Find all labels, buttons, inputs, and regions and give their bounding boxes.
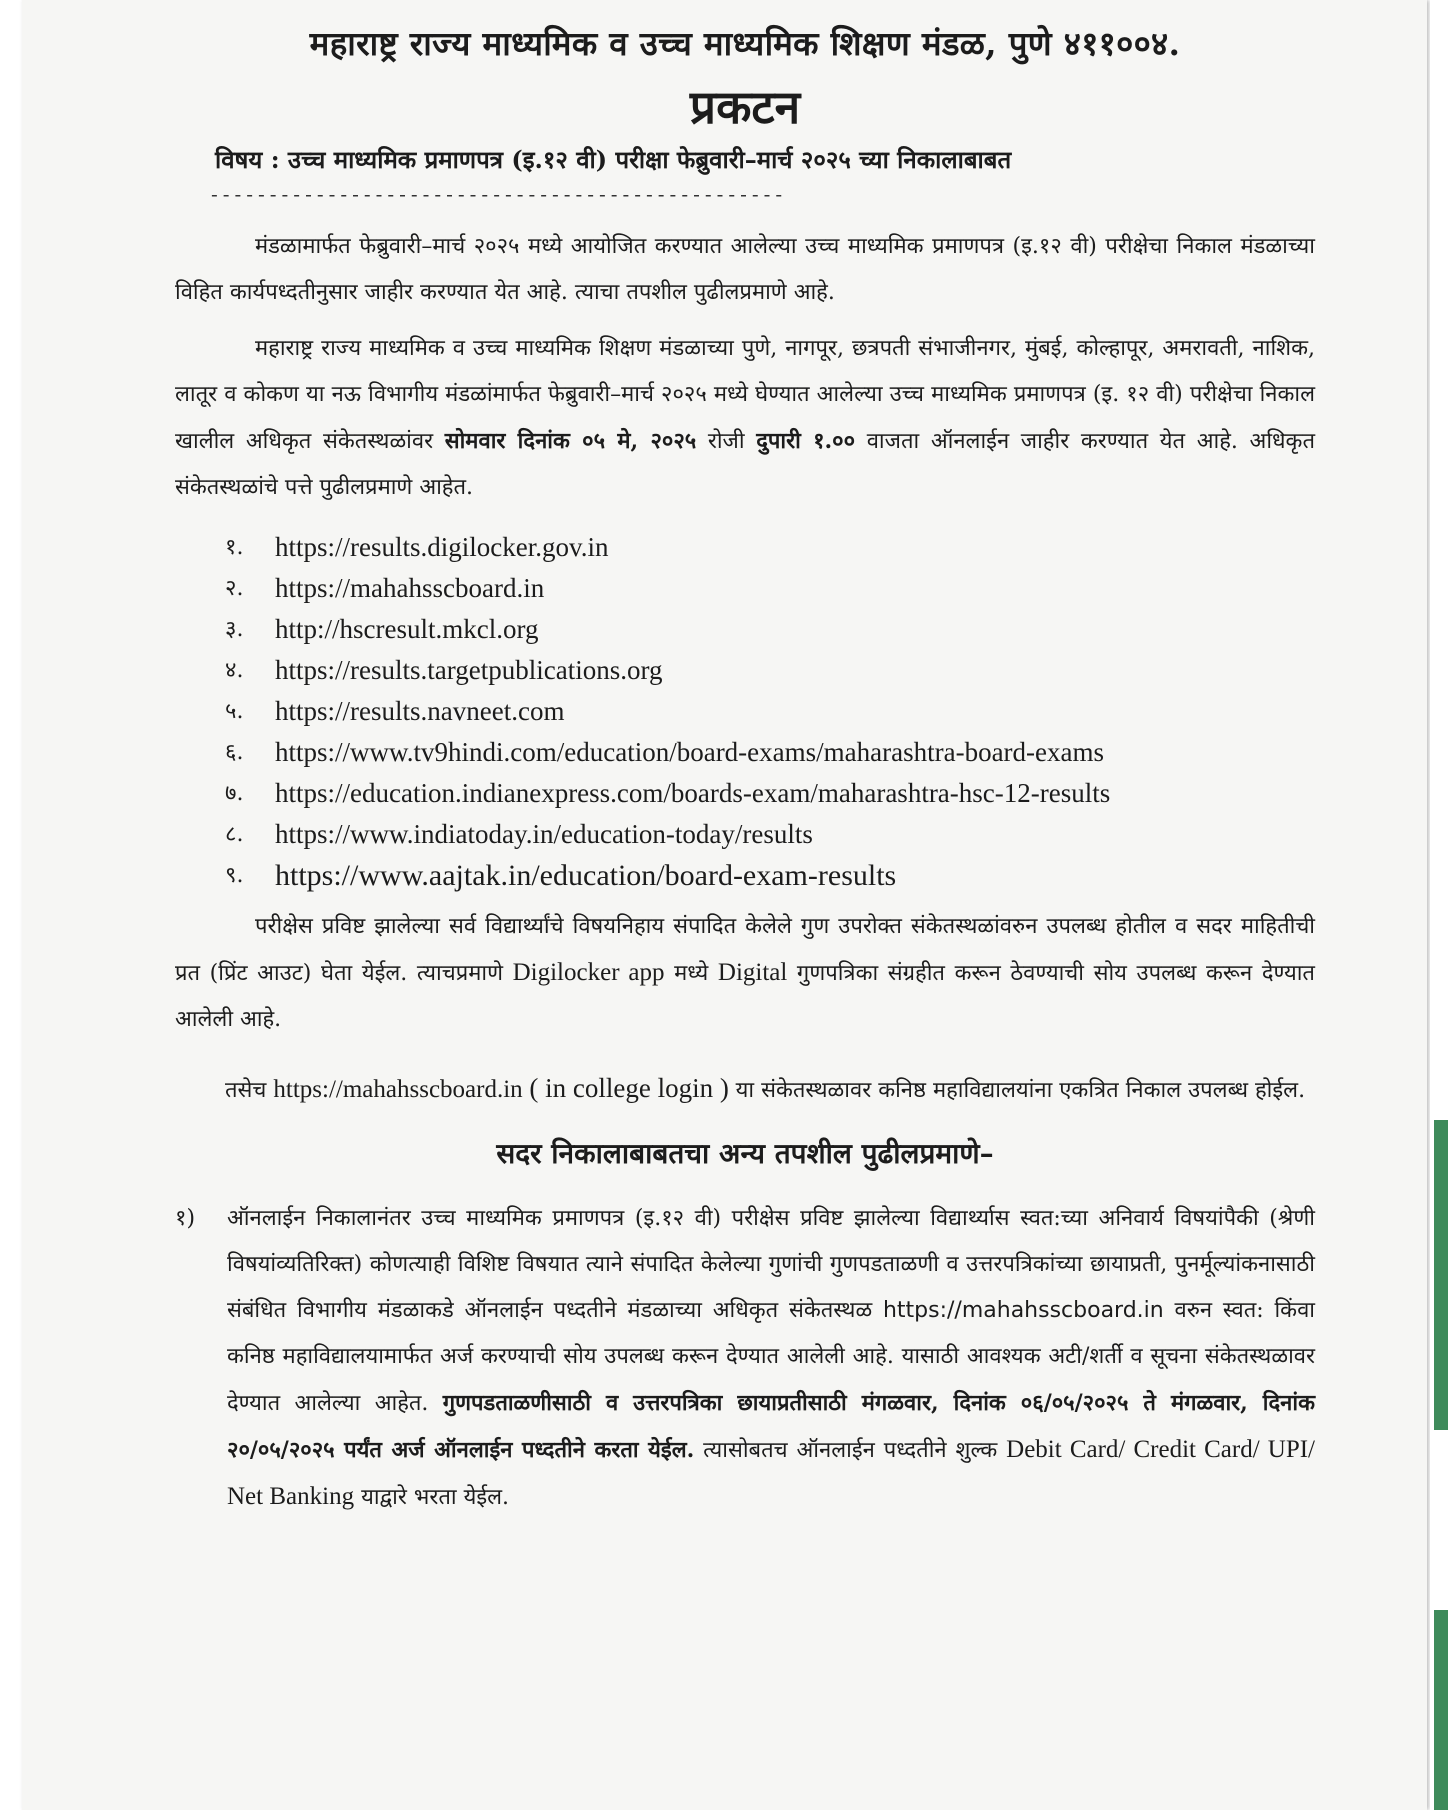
application-dates: गुणपडताळणीसाठी व उत्तरपत्रिका छायाप्रतीसाठी मंगळवार, दिनांक ०६/०५/२०२५ ते मंगळवार, दिनांक २०/०५/२०२५ पर्यंत अर्ज ऑनलाईन पध्दतीने करता येईल. <box>227 1390 1315 1463</box>
para3-text-3: गुणपत्रिका संग्रहीत करून ठेवण्याची सोय उपलब्ध करून देण्यात आलेली आहे. <box>175 961 1315 1032</box>
paragraph-result-announcement <box>175 326 1315 511</box>
website-link[interactable]: https://results.navneet.com <box>275 696 565 726</box>
notice-heading: प्रकटन <box>689 80 801 134</box>
detail-item-number: १) <box>175 1206 196 1231</box>
website-number: ९. <box>225 863 244 888</box>
board-website-link[interactable]: https://mahahsscboard.in <box>882 1298 1164 1323</box>
para4-text-2: या संकेतस्थळावर कनिष्ठ महाविद्यालयांना एकत्रित निकाल उपलब्ध होईल. <box>735 1078 1306 1103</box>
paragraph-intro: मंडळामार्फत फेब्रुवारी–मार्च २०२५ मध्ये आयोजित करण्यात आलेल्या उच्च माध्यमिक प्रमाणपत्र (इ.१२ वी) परीक्षेचा निकाल मंडळाच्या विहित कार्यपध्दतीनुसार जाहीर करण्यात येत आहे. त्याचा तपशील पुढीलप्रमाणे आहे. <box>175 234 1315 305</box>
para3-text-2: मध्ये <box>664 961 718 986</box>
item1-text-2: वरुन स्वत: किंवा कनिष्ठ महाविद्यालयामार्फत अर्ज करण्याची सोय उपलब्ध करून देण्यात आलेली आहे. यासाठी आवश्यक अटी/शर्ती व सूचना संकेतस्थळावर देण्यात आलेल्या आहेत. <box>227 1298 1315 1416</box>
notice-subject: विषय : उच्च माध्यमिक प्रमाणपत्र (इ.१२ वी) परीक्षा फेब्रुवारी–मार्च २०२५ च्या निकालाबाबत <box>215 145 1012 174</box>
website-item <box>225 527 1315 568</box>
result-time: दुपारी १.०० <box>756 428 856 454</box>
website-number: ५. <box>225 699 244 724</box>
website-item <box>225 773 1315 814</box>
item1-text-4: याद्वारे भरता येईल. <box>354 1485 510 1510</box>
digilocker-app-text: Digilocker app <box>512 959 665 986</box>
paragraph-college-login <box>175 1065 1315 1114</box>
college-login-link[interactable]: https://mahahsscboard.in <box>273 1076 523 1103</box>
website-item <box>225 568 1315 609</box>
website-number: १. <box>225 535 244 560</box>
paragraph-marks-availability <box>175 904 1315 1043</box>
para2-text-2: रोजी <box>696 429 757 454</box>
para2-text-1: महाराष्ट्र राज्य माध्यमिक व उच्च माध्यमिक शिक्षण मंडळाच्या पुणे, नागपूर, छत्रपती संभाजीनगर, मुंबई, कोल्हापूर, अमरावती, नाशिक, लातूर व कोकण या नऊ विभागीय मंडळांमार्फत फेब्रुवारी–मार्च २०२५ मध्ये घेण्यात आलेल्या उच्च माध्यमिक प्रमाणपत्र (इ. १२ वी) परीक्षेचा निकाल खालील अधिकृत संकेतस्थळांवर <box>175 336 1315 454</box>
website-link[interactable]: https://www.aajtak.in/education/board-exam-results <box>275 859 897 892</box>
other-details-heading: सदर निकालाबाबतचा अन्य तपशील पुढीलप्रमाणे– <box>496 1137 994 1170</box>
item1-text-3: त्यासोबतच ऑनलाईन पध्दतीने शुल्क <box>694 1438 1007 1463</box>
website-link[interactable]: http://hscresult.mkcl.org <box>275 614 539 644</box>
detail-item-text <box>227 1196 1315 1521</box>
website-link[interactable]: https://www.indiatoday.in/education-today/results <box>275 819 813 849</box>
item1-text-1: ऑनलाईन निकालानंतर उच्च माध्यमिक प्रमाणपत्र (इ.१२ वी) परीक्षेस प्रविष्ट झालेल्या विद्यार्थ्यास स्वत:च्या अनिवार्य विषयांपैकी (श्रेणी विषयांव्यतिरिक्त) कोणत्याही विशिष्ट विषयात त्याने संपादित केलेल्या गुणांची गुणपडताळणी व उत्तरपत्रिकांच्या छायाप्रती, पुनर्मूल्यांकनासाठी संबंधित विभागीय मंडळाकडे ऑनलाईन पध्दतीने मंडळाच्या अधिकृत संकेतस्थळ <box>227 1206 1315 1323</box>
website-link[interactable]: https://results.digilocker.gov.in <box>275 532 609 562</box>
website-link[interactable]: https://results.targetpublications.org <box>275 655 663 685</box>
background-edge <box>1430 0 1448 1810</box>
website-link[interactable]: https://www.tv9hindi.com/education/board-exams/maharashtra-board-exams <box>275 737 1105 767</box>
notice-content <box>175 20 1315 1521</box>
website-item <box>225 855 1315 896</box>
college-login-note: ( in college login ) <box>522 1073 736 1103</box>
website-item <box>225 691 1315 732</box>
website-number: ७. <box>225 781 244 806</box>
website-item <box>225 650 1315 691</box>
green-edge-strip-lower <box>1434 1610 1448 1810</box>
result-date: सोमवार दिनांक ०५ मे, २०२५ <box>444 428 697 454</box>
website-number: ८. <box>225 822 244 847</box>
para4-text-1: तसेच <box>225 1078 274 1103</box>
payment-methods: Debit Card/ Credit Card/ UPI/ Net Banking <box>227 1436 1316 1510</box>
website-number: २. <box>225 576 244 601</box>
office-line: महाराष्ट्र राज्य माध्यमिक व उच्च माध्यमिक शिक्षण मंडळ, पुणे ४११००४. <box>309 24 1181 63</box>
digital-text: Digital <box>717 959 788 986</box>
divider-line: ------------------------------------------------- <box>211 182 788 206</box>
detail-item <box>175 1196 1315 1521</box>
website-number: ६. <box>225 740 244 765</box>
website-number: ४. <box>225 658 244 683</box>
website-number: ३. <box>225 617 244 642</box>
green-edge-strip <box>1434 1120 1448 1430</box>
website-item <box>225 814 1315 855</box>
para3-text-1: परीक्षेस प्रविष्ट झालेल्या सर्व विद्यार्थ्यांचे विषयनिहाय संपादित केलेले गुण उपरोक्त संकेतस्थळांवरुन उपलब्ध होतील व सदर माहितीची प्रत (प्रिंट आउट) घेता येईल. त्याचप्रमाणे <box>175 914 1315 986</box>
website-item <box>225 732 1315 773</box>
official-websites-list <box>175 527 1315 896</box>
website-item <box>225 609 1315 650</box>
website-link[interactable]: https://education.indianexpress.com/boards-exam/maharashtra-hsc-12-results <box>275 778 1111 808</box>
website-link[interactable]: https://mahahsscboard.in <box>275 573 545 603</box>
para2-text-3: वाजता ऑनलाईन जाहीर करण्यात येत आहे. अधिकृत संकेतस्थळांचे पत्ते पुढीलप्रमाणे आहेत. <box>175 429 1315 500</box>
